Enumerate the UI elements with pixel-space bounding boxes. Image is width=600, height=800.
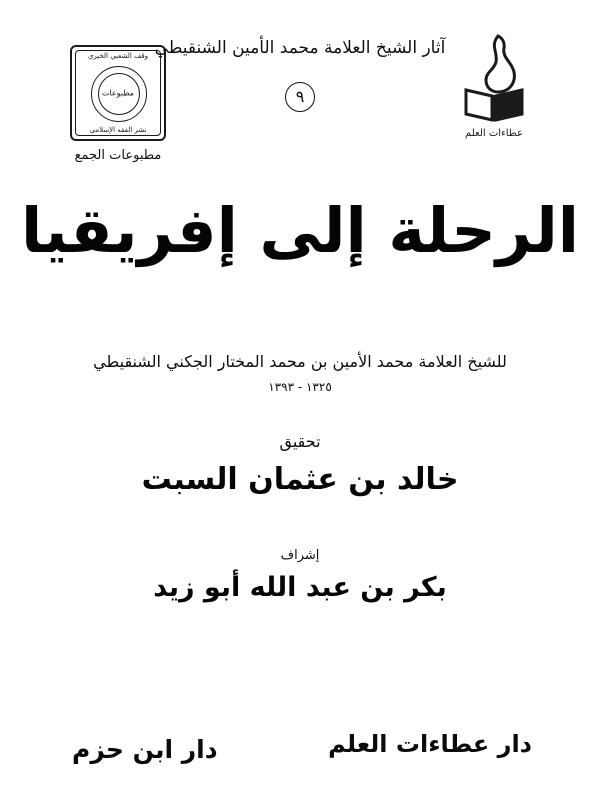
- author-dates: ١٣٢٥ - ١٣٩٣: [268, 380, 332, 394]
- series-number-value: ٩: [285, 82, 315, 112]
- supervisor-label: إشراف: [280, 548, 320, 563]
- author-name: للشيخ العلامة محمد الأمين بن محمد المختار الجكني الشنقيطي: [93, 352, 507, 371]
- book-flame-logo-icon: [458, 32, 530, 124]
- publisher-logo: [446, 32, 542, 139]
- seal-caption: مطبوعات الجمع: [74, 148, 162, 163]
- seal-bottom-text: نشر الفقه الإسلامي: [89, 126, 147, 134]
- waqf-seal-icon: [70, 45, 166, 141]
- publisher-name-right: دار عطاءات العلم: [328, 730, 532, 758]
- seal-center-text: مطبوعات: [101, 88, 135, 98]
- publisher-logo-caption: عطاءات العلم: [465, 128, 523, 139]
- supervisor-name: بكر بن عبد الله أبو زيد: [153, 572, 447, 603]
- book-title: الرحلة إلى إفريقيا: [20, 194, 580, 267]
- publisher-name-left: دار ابن حزم: [72, 735, 218, 764]
- seal-top-text: وقف الشعبي الخيري: [87, 52, 149, 60]
- editor-name: خالد بن عثمان السبت: [141, 462, 459, 497]
- editor-label: تحقيق: [279, 432, 321, 451]
- series-title: آثار الشيخ العلامة محمد الأمين الشنقيطي: [154, 38, 446, 58]
